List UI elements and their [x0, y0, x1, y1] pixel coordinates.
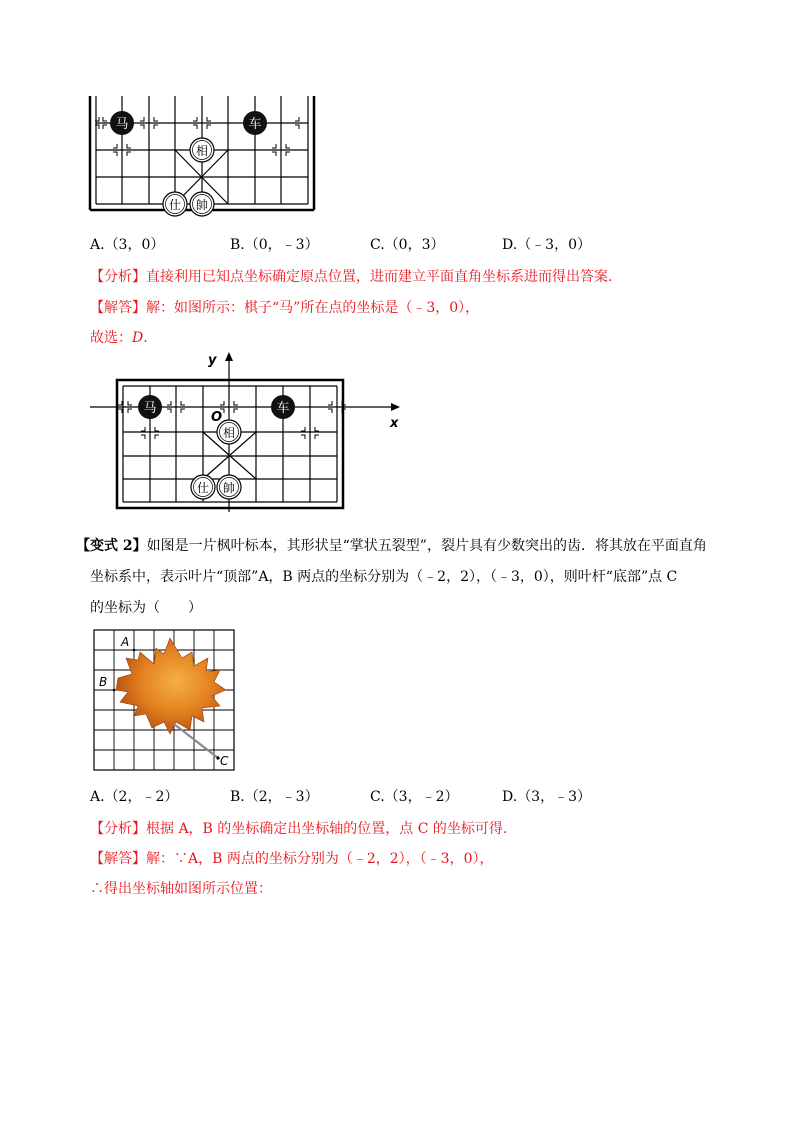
point-b-label: B — [99, 675, 108, 689]
advisor-piece — [163, 192, 187, 216]
q2-option-c: C.（3，﹣2） — [370, 789, 459, 805]
chess-board-figure-1 — [88, 96, 318, 214]
q1-choice: 故选：D. — [90, 330, 148, 346]
q2-option-a: A.（2，﹣2） — [90, 789, 179, 805]
elephant-piece — [190, 138, 214, 162]
q1-option-d: D.（﹣3，0） — [502, 237, 592, 253]
q2-answer: 【解答】解：∵A，B 两点的坐标分别为（﹣2，2），（﹣3，0）， — [90, 851, 494, 867]
svg-text:仕: 仕 — [168, 198, 182, 212]
maple-leaf — [116, 638, 226, 734]
svg-text:帥: 帥 — [195, 198, 209, 212]
svg-text:马: 马 — [115, 117, 129, 132]
chariot-piece — [243, 111, 267, 135]
q2-analysis: 【分析】根据 A，B 的坐标确定出坐标轴的位置，点 C 的坐标可得. — [90, 821, 508, 837]
general-piece — [190, 192, 214, 216]
origin-label: O — [211, 410, 223, 425]
q1-option-c: C.（0，3） — [370, 237, 445, 253]
svg-text:相: 相 — [195, 144, 209, 158]
q1-option-a: A.（3，0） — [90, 237, 165, 253]
svg-text:马: 马 — [143, 401, 157, 416]
point-c-label: C — [220, 754, 229, 768]
svg-text:车: 车 — [248, 117, 262, 132]
svg-text:相: 相 — [222, 426, 236, 440]
general-piece — [217, 475, 241, 499]
point-a-label: A — [121, 635, 130, 649]
svg-text:车: 车 — [276, 401, 290, 416]
q2-line-2: 坐标系中，表示叶片“顶部”A，B 两点的坐标分别为（﹣2，2），（﹣3，0），则叶杆“底部”点 C — [90, 569, 678, 585]
q2-option-d: D.（3，﹣3） — [502, 789, 592, 805]
chess-board-figure-2 — [90, 350, 410, 512]
q1-answer: 【解答】解：如图所示：棋子“马”所在点的坐标是（﹣3，0）， — [90, 300, 480, 316]
advisor-piece — [191, 475, 215, 499]
q2-therefore: ∴得出坐标轴如图所示位置： — [90, 881, 272, 897]
x-axis-label: x — [390, 416, 399, 431]
q1-analysis: 【分析】直接利用已知点坐标确定原点位置，进而建立平面直角坐标系进而得出答案. — [90, 269, 613, 285]
horse-piece — [138, 395, 162, 419]
q2-line-1: 【变式 2】如图是一片枫叶标本，其形状呈“掌状五裂型”，裂片具有少数突出的齿．将其放在平面直角 — [76, 538, 707, 554]
q2-option-b: B.（2，﹣3） — [230, 789, 319, 805]
horse-piece — [110, 111, 134, 135]
chariot-piece — [271, 395, 295, 419]
q2-line-3: 的坐标为（ ） — [90, 600, 202, 616]
maple-leaf-figure — [94, 630, 240, 773]
q1-option-b: B.（0，﹣3） — [230, 237, 319, 253]
y-axis-label: y — [208, 353, 217, 368]
svg-text:帥: 帥 — [222, 481, 236, 495]
svg-text:仕: 仕 — [196, 481, 210, 495]
